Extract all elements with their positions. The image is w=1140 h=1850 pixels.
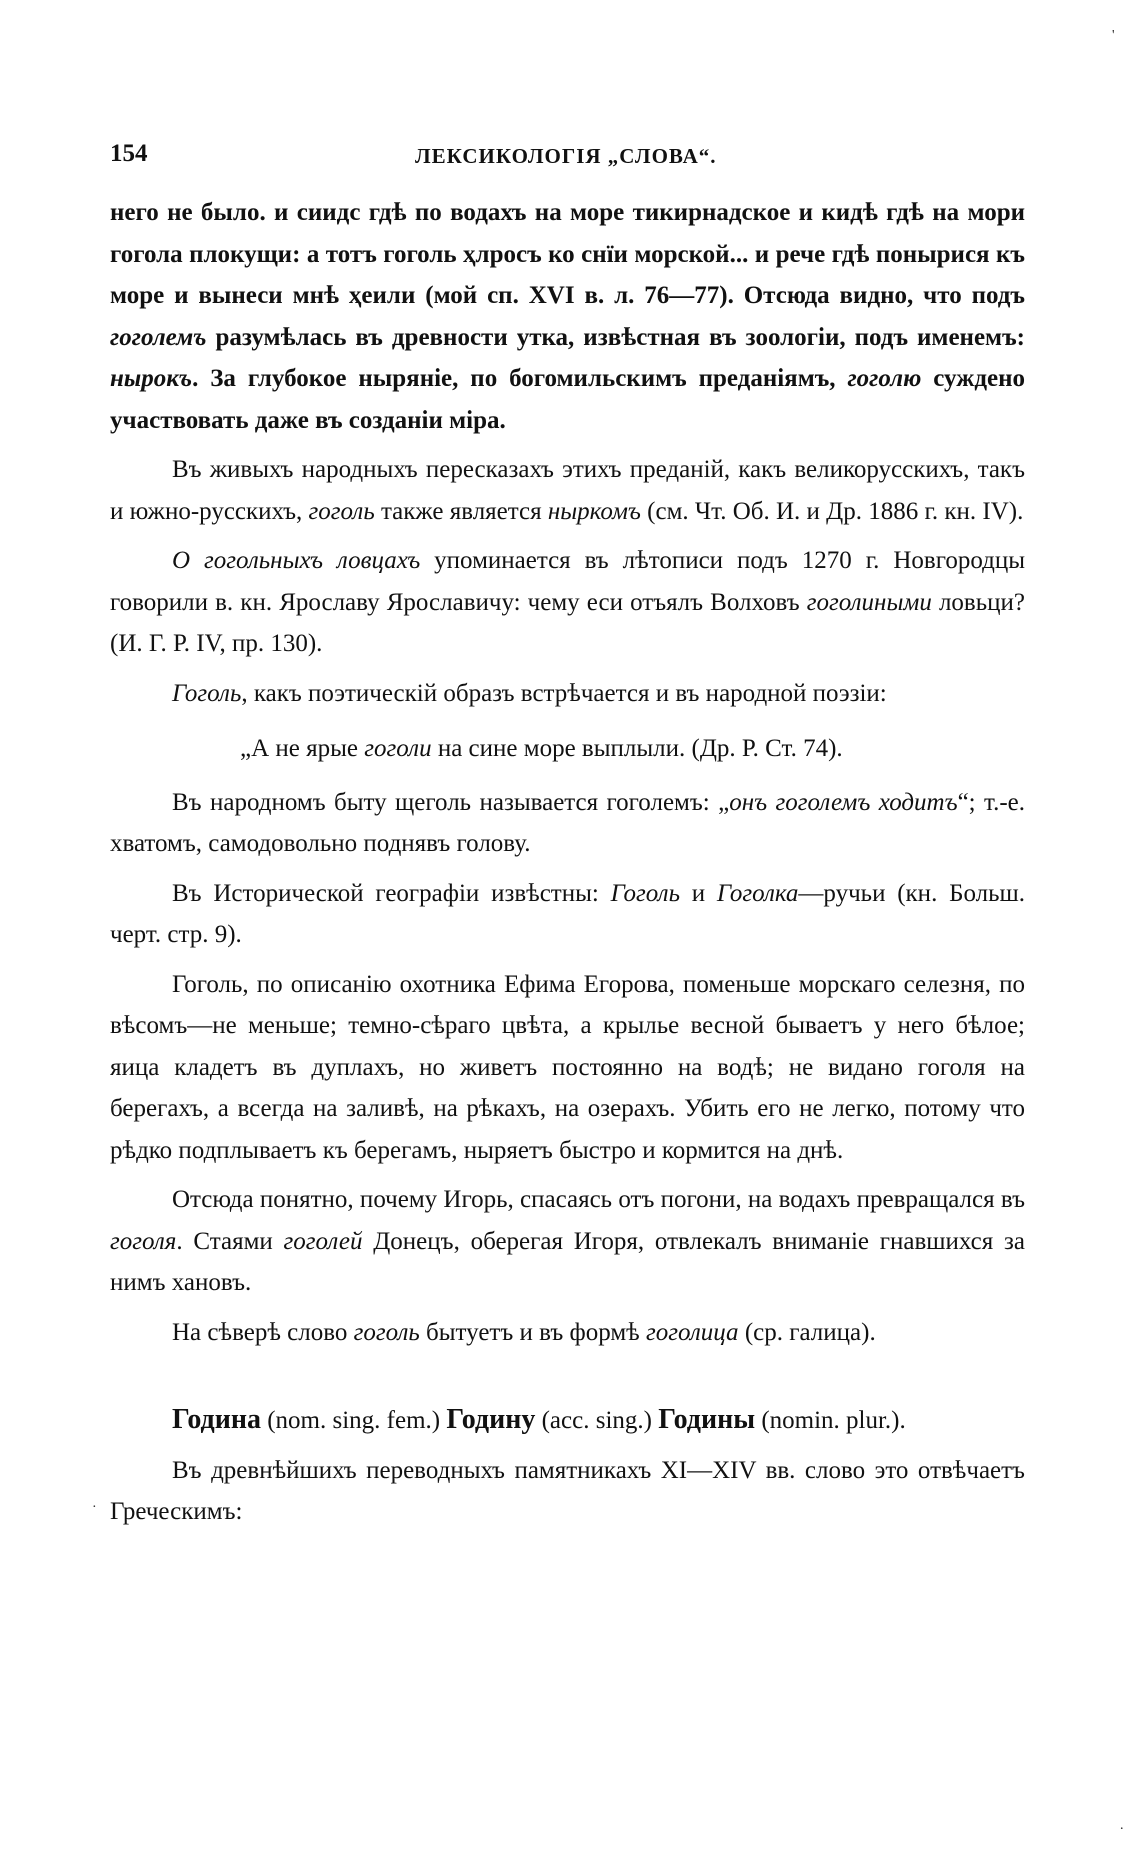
paragraph-6	[110, 873, 1025, 956]
text: . Стаями	[176, 1227, 284, 1255]
text: Въ народномъ быту щеголь называется гоголемъ: „	[172, 788, 730, 816]
italic-term: гоголю	[847, 365, 922, 392]
running-head: ЛЕКСИКОЛОГІЯ „СЛОВА“.	[415, 144, 717, 168]
italic-term: гоголица	[645, 1318, 739, 1346]
grammar-note: (nomin. plur.).	[755, 1407, 906, 1434]
text: также является	[374, 497, 548, 525]
italic-term: Гоголка	[716, 879, 799, 907]
text: суждено участвовать даже въ созданіи міра.	[110, 365, 1025, 434]
text: —ручьи (кн. Больш. черт. стр. 9).	[110, 879, 1025, 948]
text: Въ Исторической географіи извѣстны:	[172, 879, 611, 907]
paragraph-7	[110, 964, 1025, 1172]
italic-term: нырокъ	[110, 365, 193, 392]
text: (см. Чт. Об. И. и Др. 1886 г. кн. IV).	[640, 497, 1024, 525]
grammar-note: (acc. sing.)	[535, 1407, 659, 1434]
text: него не было. и сиидс гдѣ по водахъ на море тикирнадское и кидѣ гдѣ на мори гогола плокущи: а тотъ гоголь ҳлросъ ко снїи морской... и рече гдѣ понырися къ море и вынеси мнѣ ҳеили (мой сп. XVI в. л. 76—77). Отсюда видно, что подъ	[110, 199, 1025, 309]
text: . За глубокое ныряніе, по богомильскимъ преданіямъ,	[192, 365, 848, 392]
italic-term: гоголемъ	[110, 323, 207, 351]
text: бытуетъ и въ формѣ	[419, 1318, 646, 1346]
headword: Годину	[446, 1404, 536, 1435]
paragraph-2	[110, 449, 1025, 532]
paragraph-4	[110, 673, 1025, 715]
italic-term: О гогольныхъ ловцахъ	[172, 547, 421, 574]
print-speck: '	[1112, 28, 1115, 43]
text: „А не ярые	[240, 735, 365, 762]
paragraph-5	[110, 782, 1025, 865]
dictionary-entry	[110, 1399, 1025, 1442]
poem-quote	[240, 728, 1025, 770]
text: (ср. галица).	[738, 1318, 876, 1346]
italic-term: гоголиными	[806, 588, 932, 616]
text: Въ древнѣйшихъ переводныхъ памятникахъ XI—XIV вв. слово это отвѣчаетъ Греческимъ:	[110, 1456, 1025, 1525]
italic-term: гоголь	[308, 497, 375, 525]
italic-term: гоголя	[110, 1227, 177, 1255]
headword: Годины	[658, 1404, 756, 1435]
page-body	[110, 192, 1025, 1533]
text: Въ живыхъ народныхъ пересказахъ этихъ преданій, какъ великорусскихъ, такъ и южно-русскихъ,	[110, 456, 1025, 525]
print-speck: ·	[92, 1500, 97, 1515]
text: и	[679, 879, 717, 907]
text: , какъ поэтическій образъ встрѣчается и въ народной поэзіи:	[241, 679, 887, 707]
text: На сѣверѣ слово	[172, 1318, 354, 1346]
italic-term: Гоголь	[172, 679, 242, 707]
italic-term: гоголей	[283, 1227, 363, 1255]
print-speck: .	[1120, 1818, 1124, 1833]
text: разумѣлась въ древности утка, извѣстная въ зоологіи, подъ именемъ:	[206, 323, 1025, 351]
text: Отсюда понятно, почему Игорь, спасаясь отъ погони, на водахъ превращался въ	[172, 1186, 1025, 1213]
headword: Година	[172, 1404, 261, 1435]
paragraph-10	[110, 1450, 1025, 1533]
italic-term: ныркомъ	[547, 497, 641, 525]
text: ловьци? (И. Г. Р. IV, пр. 130).	[110, 588, 1025, 657]
text: упоминается въ лѣтописи подъ 1270 г. Новгородцы говорили в. кн. Ярославу Ярославичу: чему еси отъялъ Волховъ	[110, 547, 1025, 616]
paragraph-9	[110, 1312, 1025, 1354]
text: “; т.-е. хватомъ, самодовольно поднявъ голову.	[110, 788, 1025, 857]
paragraph-8	[110, 1179, 1025, 1304]
page-header	[110, 140, 1025, 180]
paragraph-3	[110, 540, 1025, 665]
page-number: 154	[110, 140, 148, 167]
paragraph-1	[110, 192, 1025, 441]
italic-term: Гоголь	[610, 879, 680, 907]
text: Донецъ, оберегая Игоря, отвлекалъ вниманіе гнавшихся за нимъ хановъ.	[110, 1227, 1025, 1296]
italic-term: гоголь	[353, 1318, 420, 1346]
text: Гоголь, по описанію охотника Ефима Егорова, поменьше морскаго селезня, по вѣсомъ—не меньше; темно-сѣраго цвѣта, а крылье весной бываетъ у него бѣлое; яица кладетъ въ дуплахъ, но живетъ постоянно на водѣ; не видано гоголя на берегахъ, а всегда на заливѣ, на рѣкахъ, на озерахъ. Убить его не легко, потому что рѣдко подплываетъ къ берегамъ, ныряетъ быстро и кормится на днѣ.	[110, 970, 1025, 1164]
italic-term: гоголи	[364, 735, 432, 762]
grammar-note: (nom. sing. fem.)	[260, 1407, 447, 1434]
text: на сине море выплыли. (Др. Р. Ст. 74).	[431, 735, 843, 762]
italic-term: онъ гоголемъ ходитъ	[729, 788, 958, 816]
